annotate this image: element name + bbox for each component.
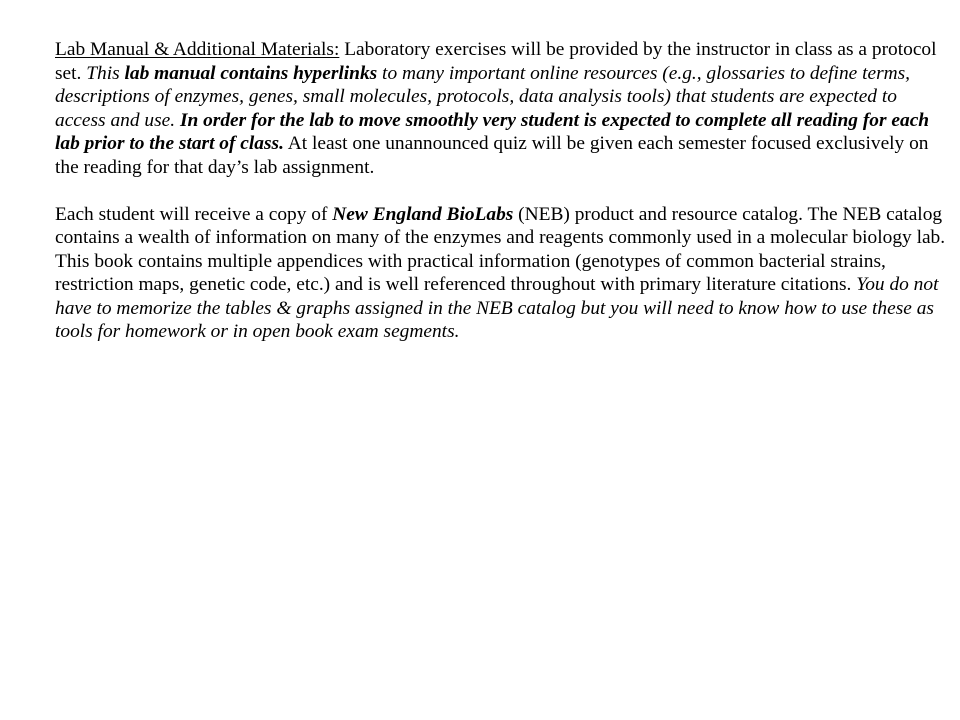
lab-manual-italic-1: This [86,62,125,84]
lab-manual-text-1: Laboratory exercises will be provided by the instructor in class as a protocol set. [55,39,937,84]
neb-usage-note: You do not have to memorize the tables & graphs assigned in the NEB catalog but you will need to know how to use these as tools for homework or in open book exam segments. [55,274,939,342]
reading-requirement-emphasis: In order for the lab to move smoothly very student is expected to complete all reading for each lab prior to the start of class. [55,109,930,154]
neb-text-1: Each student will receive a copy of [55,203,333,225]
quiz-notice-text: At least one unannounced quiz will be given each semester focused exclusively on the reading for that day’s lab assignment. [55,133,929,178]
document-text-block [55,38,950,344]
neb-name-emphasis: New England BioLabs [332,203,514,225]
lab-manual-italic-2: to many important online resources (e.g., glossaries to define terms, descriptions of enzymes, genes, small molecules, protocols, data analysis tools) that students are expected to access and use. [55,62,911,131]
lab-manual-paragraph [55,38,950,179]
lab-manual-heading: Lab Manual & Additional Materials: [55,39,340,60]
neb-text-2: (NEB) product and resource catalog. The NEB catalog contains a wealth of information on many of the enzymes and reagents commonly used in a molecular biology lab. This book contains multiple appendices with practical information (genotypes of common bacterial strains, restriction maps, genetic code, etc.) and is well referenced throughout with primary literature citations. [55,203,946,295]
hyperlinks-emphasis: lab manual contains hyperlinks [124,62,378,84]
neb-catalog-paragraph [55,203,950,344]
